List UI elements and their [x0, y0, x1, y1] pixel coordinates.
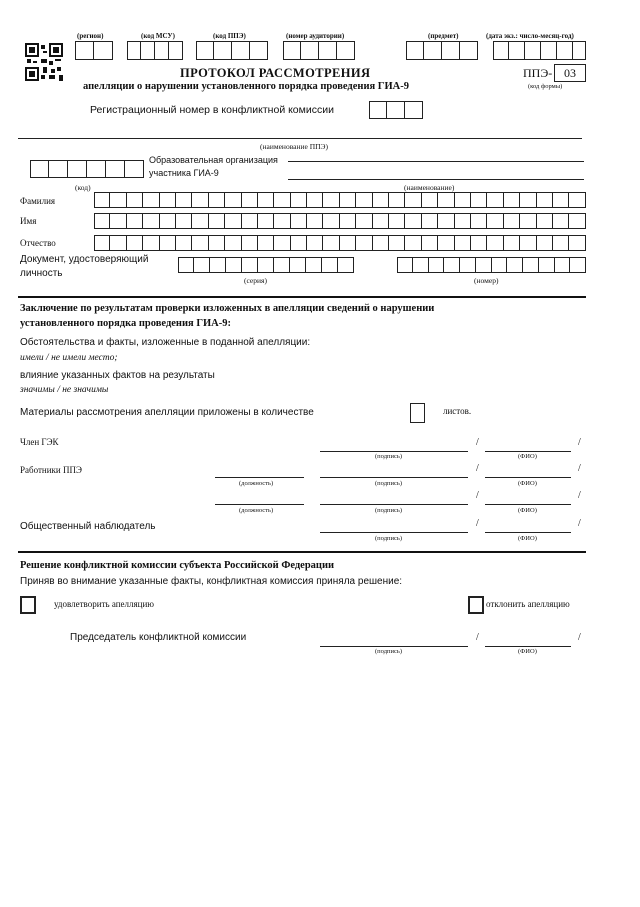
reject-checkbox[interactable] [468, 596, 484, 614]
section-divider-1 [18, 296, 586, 298]
letter-cell[interactable] [520, 235, 536, 251]
form-code-caption: (код формы) [528, 83, 563, 90]
letter-cell[interactable] [487, 235, 503, 251]
chairman-signature-line[interactable] [320, 646, 468, 647]
msu-code-boxes[interactable] [127, 41, 183, 60]
letter-cell[interactable] [192, 235, 208, 251]
letter-cell[interactable] [290, 257, 306, 273]
letter-cell[interactable] [405, 192, 421, 208]
decision-intro: Приняв во внимание указанные факты, конфликтная комиссия приняла решение: [20, 576, 403, 587]
letter-cell[interactable] [209, 213, 225, 229]
msu-code-caption: (код МСУ) [141, 32, 175, 40]
letter-cell[interactable] [110, 192, 126, 208]
series-caption: (серия) [244, 276, 267, 285]
letter-cell[interactable] [356, 235, 372, 251]
staff1-slash-1: / [476, 463, 479, 474]
letter-cell[interactable] [471, 235, 487, 251]
qr-code [25, 43, 63, 81]
letter-cell[interactable] [422, 235, 438, 251]
org-code-caption: (код) [75, 183, 91, 192]
name-boxes[interactable] [94, 213, 586, 229]
subject-caption: (предмет) [428, 32, 459, 40]
letter-cell[interactable] [413, 257, 429, 273]
chairman-slash-2: / [578, 632, 581, 643]
conclusion-heading-2: установленного порядка проведения ГИА-9: [20, 318, 231, 329]
letter-cell[interactable] [242, 257, 258, 273]
ppe-name-line[interactable] [18, 138, 582, 139]
letter-cell[interactable] [274, 235, 290, 251]
letter-cell[interactable] [225, 235, 241, 251]
letter-cell[interactable] [258, 235, 274, 251]
chairman-label: Председатель конфликтной комиссии [70, 632, 247, 643]
room-number-caption: (номер аудитории) [286, 32, 345, 40]
ppe-code-boxes[interactable] [196, 41, 268, 60]
satisfy-checkbox[interactable] [20, 596, 36, 614]
document-label-2: личность [20, 268, 63, 279]
patronymic-boxes[interactable] [94, 235, 586, 251]
letter-cell[interactable] [539, 257, 555, 273]
letter-cell[interactable] [274, 257, 290, 273]
letter-cell[interactable] [455, 213, 471, 229]
letter-cell[interactable] [340, 192, 356, 208]
letter-cell[interactable] [127, 235, 143, 251]
letter-cell[interactable] [569, 213, 585, 229]
letter-cell[interactable] [94, 192, 110, 208]
letter-cell[interactable] [422, 192, 438, 208]
letter-cell[interactable] [356, 213, 372, 229]
org-name-line-1[interactable] [288, 161, 584, 162]
letter-cell[interactable] [160, 213, 176, 229]
staff2-fio-line[interactable] [485, 504, 571, 505]
document-number-boxes[interactable] [397, 257, 586, 273]
letter-cell[interactable] [160, 192, 176, 208]
letter-cell[interactable] [397, 257, 413, 273]
letter-cell[interactable] [307, 213, 323, 229]
letter-cell[interactable] [143, 235, 159, 251]
letter-cell[interactable] [176, 235, 192, 251]
letter-cell[interactable] [569, 235, 585, 251]
letter-cell[interactable] [143, 213, 159, 229]
staff1-slash-2: / [578, 463, 581, 474]
letter-cell[interactable] [405, 213, 421, 229]
letter-cell[interactable] [323, 192, 339, 208]
letter-cell[interactable] [127, 213, 143, 229]
gek-member-label: Член ГЭК [20, 437, 59, 447]
satisfy-label: удовлетворить апелляцию [54, 599, 155, 609]
chairman-slash-1: / [476, 632, 479, 643]
org-name-line-2[interactable] [288, 179, 584, 180]
letter-cell[interactable] [110, 213, 126, 229]
influence-label: влияние указанных фактов на результаты [20, 370, 215, 381]
staff2-signature-caption: (подпись) [375, 507, 402, 514]
document-series-boxes[interactable] [178, 257, 354, 273]
staff2-signature-line[interactable] [320, 504, 468, 505]
letter-cell[interactable] [471, 192, 487, 208]
letter-cell[interactable] [422, 213, 438, 229]
letter-cell[interactable] [258, 192, 274, 208]
facts-label: Обстоятельства и факты, изложенные в поданной апелляции: [20, 337, 311, 348]
page-subtitle: апелляции о нарушении установленного порядка проведения ГИА-9 [83, 81, 409, 92]
region-boxes[interactable] [75, 41, 113, 60]
gek-slash-2: / [578, 437, 581, 448]
letter-cell[interactable] [476, 257, 492, 273]
staff1-position-caption: (должность) [239, 480, 274, 487]
sheets-count-box[interactable] [410, 403, 425, 423]
letter-cell[interactable] [94, 235, 110, 251]
ppe-staff-label: Работники ППЭ [20, 465, 82, 475]
letter-cell[interactable] [307, 235, 323, 251]
sheets-suffix: листов. [443, 406, 472, 416]
conclusion-heading-1: Заключение по результатам проверки изложенных в апелляции сведений о нарушении [20, 303, 435, 314]
letter-cell[interactable] [307, 192, 323, 208]
letter-cell[interactable] [242, 213, 258, 229]
facts-options[interactable]: имели / не имели место; [20, 353, 118, 363]
letter-cell[interactable] [373, 235, 389, 251]
letter-cell[interactable] [274, 213, 290, 229]
staff1-fio-line[interactable] [485, 477, 571, 478]
ppe-name-caption: (наименование ППЭ) [260, 142, 328, 151]
form-prefix: ППЭ- [523, 66, 553, 80]
letter-cell[interactable] [127, 192, 143, 208]
staff2-position-caption: (должность) [239, 507, 274, 514]
letter-cell[interactable] [555, 257, 571, 273]
surname-label: Фамилия [20, 196, 56, 206]
form-number: 03 [554, 64, 586, 82]
letter-cell[interactable] [322, 257, 338, 273]
letter-cell[interactable] [356, 192, 372, 208]
letter-cell[interactable] [291, 213, 307, 229]
letter-cell[interactable] [192, 192, 208, 208]
letter-cell[interactable] [291, 192, 307, 208]
staff1-signature-line[interactable] [320, 477, 468, 478]
materials-label: Материалы рассмотрения апелляции приложены в количестве [20, 407, 314, 418]
letter-cell[interactable] [210, 257, 226, 273]
letter-cell[interactable] [340, 213, 356, 229]
letter-cell[interactable] [176, 192, 192, 208]
letter-cell[interactable] [274, 192, 290, 208]
letter-cell[interactable] [455, 192, 471, 208]
letter-cell[interactable] [520, 213, 536, 229]
letter-cell[interactable] [323, 235, 339, 251]
reject-label: отклонить апелляцию [486, 599, 570, 609]
letter-cell[interactable] [553, 235, 569, 251]
registration-label: Регистрационный номер в конфликтной комиссии [90, 104, 334, 116]
letter-cell[interactable] [438, 235, 454, 251]
letter-cell[interactable] [242, 235, 258, 251]
letter-cell[interactable] [291, 235, 307, 251]
observer-label: Общественный наблюдатель [20, 521, 156, 532]
region-caption: (регион) [77, 32, 104, 40]
letter-cell[interactable] [504, 213, 520, 229]
letter-cell[interactable] [405, 235, 421, 251]
letter-cell[interactable] [438, 192, 454, 208]
letter-cell[interactable] [225, 192, 241, 208]
letter-cell[interactable] [471, 213, 487, 229]
letter-cell[interactable] [389, 192, 405, 208]
section-divider-2 [18, 551, 586, 553]
observer-slash-1: / [476, 518, 479, 529]
org-label: Образовательная организация участника ГИА-9 [149, 155, 278, 178]
letter-cell[interactable] [507, 257, 523, 273]
registration-number-boxes[interactable] [369, 101, 423, 119]
letter-cell[interactable] [143, 192, 159, 208]
letter-cell[interactable] [553, 213, 569, 229]
subject-boxes[interactable] [406, 41, 478, 60]
letter-cell[interactable] [323, 213, 339, 229]
letter-cell[interactable] [455, 235, 471, 251]
staff1-signature-caption: (подпись) [375, 480, 402, 487]
gek-fio-caption: (ФИО) [518, 453, 537, 460]
letter-cell[interactable] [176, 213, 192, 229]
letter-cell[interactable] [306, 257, 322, 273]
org-name-caption: (наименование) [404, 183, 455, 192]
letter-cell[interactable] [160, 235, 176, 251]
letter-cell[interactable] [373, 213, 389, 229]
letter-cell[interactable] [225, 213, 241, 229]
staff2-slash-1: / [476, 490, 479, 501]
influence-options[interactable]: значимы / не значимы [20, 385, 109, 395]
letter-cell[interactable] [492, 257, 508, 273]
letter-cell[interactable] [438, 213, 454, 229]
name-label: Имя [20, 216, 37, 226]
staff2-position-line[interactable] [215, 504, 304, 505]
letter-cell[interactable] [460, 257, 476, 273]
observer-signature-caption: (подпись) [375, 535, 402, 542]
letter-cell[interactable] [537, 213, 553, 229]
gek-fio-line[interactable] [485, 451, 571, 452]
letter-cell[interactable] [487, 192, 503, 208]
staff1-fio-caption: (ФИО) [518, 480, 537, 487]
letter-cell[interactable] [192, 213, 208, 229]
letter-cell[interactable] [504, 192, 520, 208]
letter-cell[interactable] [340, 235, 356, 251]
letter-cell[interactable] [429, 257, 445, 273]
number-caption: (номер) [474, 276, 499, 285]
letter-cell[interactable] [178, 257, 194, 273]
letter-cell[interactable] [258, 257, 274, 273]
observer-signature-line[interactable] [320, 532, 468, 533]
letter-cell[interactable] [242, 192, 258, 208]
org-code-boxes[interactable] [30, 160, 144, 178]
observer-slash-2: / [578, 518, 581, 529]
letter-cell[interactable] [537, 192, 553, 208]
gek-signature-caption: (подпись) [375, 453, 402, 460]
letter-cell[interactable] [194, 257, 210, 273]
letter-cell[interactable] [553, 192, 569, 208]
letter-cell[interactable] [570, 257, 586, 273]
staff2-slash-2: / [578, 490, 581, 501]
letter-cell[interactable] [569, 192, 585, 208]
decision-heading: Решение конфликтной комиссии субъекта Российской Федерации [20, 560, 335, 571]
chairman-fio-line[interactable] [485, 646, 571, 647]
letter-cell[interactable] [209, 235, 225, 251]
ppe-code-caption: (код ППЭ) [213, 32, 246, 40]
letter-cell[interactable] [537, 235, 553, 251]
exam-date-boxes[interactable] [493, 41, 586, 60]
letter-cell[interactable] [444, 257, 460, 273]
letter-cell[interactable] [389, 213, 405, 229]
chairman-fio-caption: (ФИО) [518, 648, 537, 655]
patronymic-label: Отчество [20, 238, 56, 248]
letter-cell[interactable] [209, 192, 225, 208]
gek-signature-line[interactable] [320, 451, 468, 452]
surname-boxes[interactable] [94, 192, 586, 208]
letter-cell[interactable] [487, 213, 503, 229]
letter-cell[interactable] [504, 235, 520, 251]
letter-cell[interactable] [94, 213, 110, 229]
letter-cell[interactable] [389, 235, 405, 251]
letter-cell[interactable] [258, 213, 274, 229]
page-title: ПРОТОКОЛ РАССМОТРЕНИЯ [180, 66, 371, 80]
observer-fio-caption: (ФИО) [518, 535, 537, 542]
letter-cell[interactable] [226, 257, 242, 273]
exam-date-caption: (дата экз.: число-месяц-год) [486, 32, 574, 40]
letter-cell[interactable] [523, 257, 539, 273]
staff2-fio-caption: (ФИО) [518, 507, 537, 514]
staff1-position-line[interactable] [215, 477, 304, 478]
gek-slash-1: / [476, 437, 479, 448]
observer-fio-line[interactable] [485, 532, 571, 533]
letter-cell[interactable] [110, 235, 126, 251]
document-label-1: Документ, удостоверяющий [20, 254, 149, 265]
letter-cell[interactable] [373, 192, 389, 208]
room-number-boxes[interactable] [283, 41, 355, 60]
letter-cell[interactable] [338, 257, 354, 273]
letter-cell[interactable] [520, 192, 536, 208]
chairman-signature-caption: (подпись) [375, 648, 402, 655]
